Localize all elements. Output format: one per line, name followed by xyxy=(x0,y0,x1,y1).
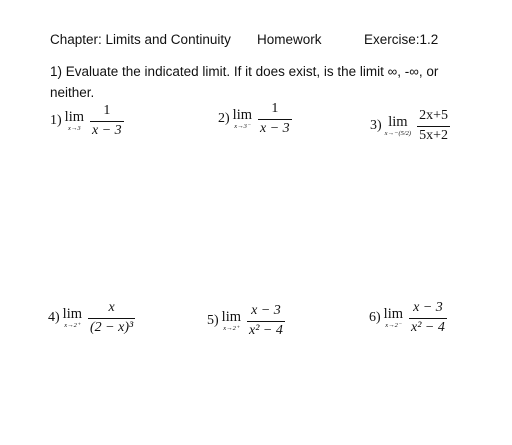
problem-4 xyxy=(48,301,135,335)
limit-word: lim xyxy=(383,306,404,323)
denominator: (2 − x)³ xyxy=(90,319,134,335)
numerator: x − 3 xyxy=(413,300,443,315)
problem-number: 4) xyxy=(48,310,60,326)
fraction xyxy=(247,304,285,338)
problem-number: 3) xyxy=(370,118,382,134)
fraction xyxy=(409,301,447,335)
limit-approach: x→3 xyxy=(68,124,81,132)
limit-operator xyxy=(385,115,411,137)
fraction xyxy=(90,104,124,138)
denominator: 5x+2 xyxy=(419,127,448,143)
limit-operator xyxy=(233,108,252,130)
limit-operator xyxy=(384,307,403,329)
limit-word: lim xyxy=(388,114,408,131)
problem-number: 6) xyxy=(369,310,381,326)
limit-approach: x→−(5/2) xyxy=(384,129,412,137)
instructions: 1) Evaluate the indicated limit. If it does exist, is the limit ∞, -∞, or neither. xyxy=(50,64,439,100)
limit-approach: x→2⁻ xyxy=(385,321,402,329)
numerator: x − 3 xyxy=(251,303,281,318)
problem-number: 5) xyxy=(207,313,219,329)
denominator: x − 3 xyxy=(92,122,122,138)
numerator: 1 xyxy=(103,103,111,118)
chapter-title: Chapter: Limits and Continuity xyxy=(50,32,231,47)
limit-word: lim xyxy=(221,309,242,326)
numerator: 1 xyxy=(271,101,279,116)
fraction xyxy=(258,102,292,136)
limit-word: lim xyxy=(62,306,83,323)
problem-5 xyxy=(207,304,285,338)
problem-1 xyxy=(50,104,124,138)
problem-2 xyxy=(218,102,292,136)
limit-operator xyxy=(63,307,82,329)
limit-approach: x→2⁺ xyxy=(223,324,240,332)
limit-approach: x→3⁻ xyxy=(234,122,251,130)
limit-word: lim xyxy=(232,107,253,124)
numerator: 2x+5 xyxy=(419,108,448,123)
limit-approach: x→2⁺ xyxy=(64,321,81,329)
limit-operator xyxy=(222,310,241,332)
limit-operator xyxy=(65,110,84,132)
denominator: x² − 4 xyxy=(249,322,283,338)
problem-number: 2) xyxy=(218,111,230,127)
problem-number: 1) xyxy=(50,113,62,129)
problem-6 xyxy=(369,301,447,335)
fraction xyxy=(417,109,450,143)
homework-label: Homework xyxy=(257,32,322,47)
fraction xyxy=(88,301,135,335)
denominator: x² − 4 xyxy=(411,319,445,335)
problem-3 xyxy=(370,109,450,143)
denominator: x − 3 xyxy=(260,120,290,136)
numerator: x xyxy=(108,300,115,315)
exercise-label: Exercise:1.2 xyxy=(364,32,439,47)
limit-word: lim xyxy=(64,109,85,126)
